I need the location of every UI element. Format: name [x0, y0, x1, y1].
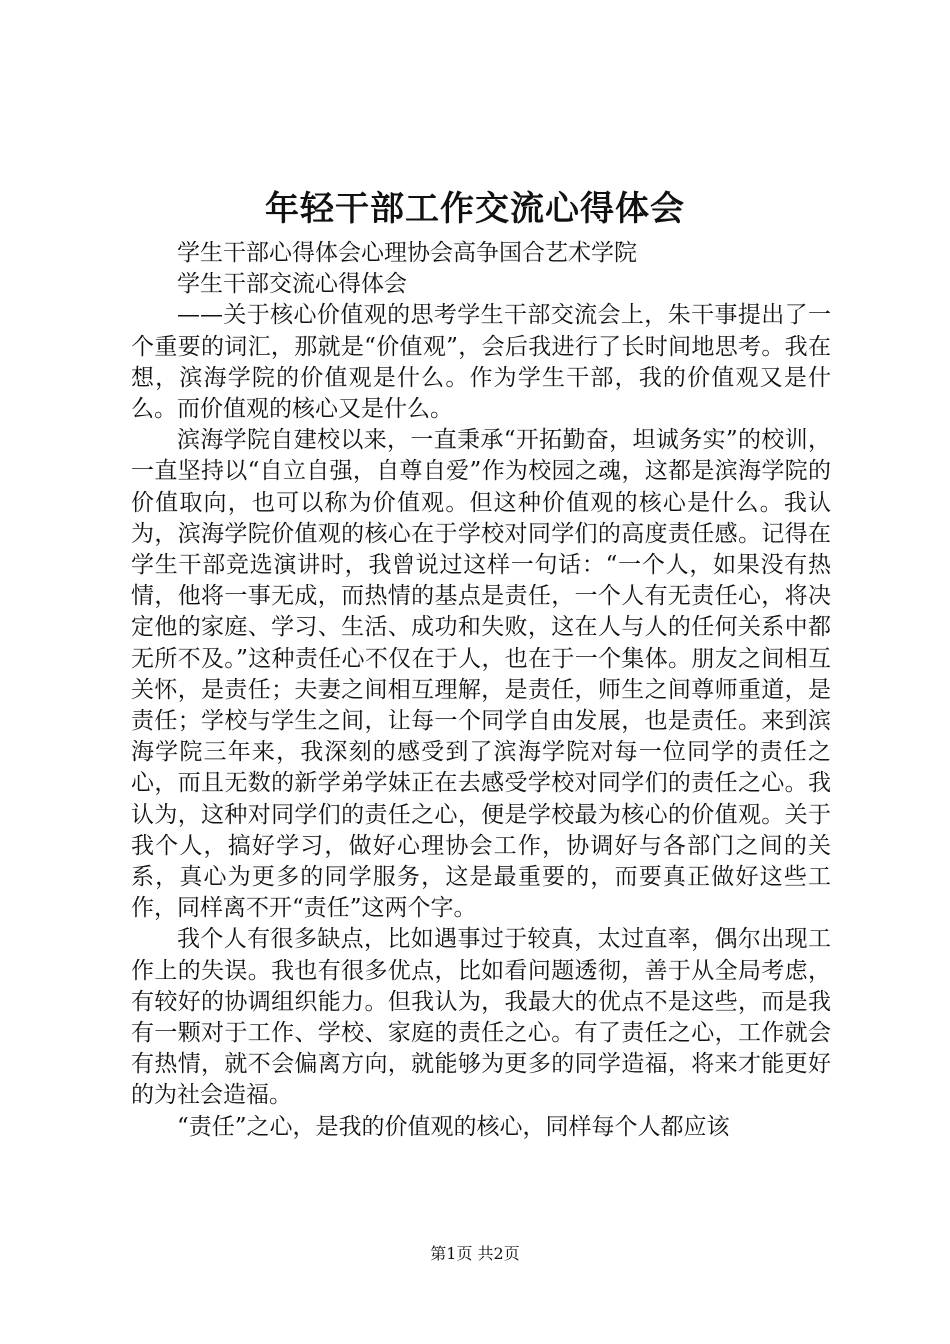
document-title: 年轻干部工作交流心得体会	[265, 189, 685, 229]
paragraph: 我个人有很多缺点，比如遇事过于较真，太过直率，偶尔出现工作上的失误。我也有很多优点，比如看问题透彻，善于从全局考虑，有较好的协调组织能力。但我认为，我最大的优点不是这些，而是我有一颗对于工作、学校、家庭的责任之心。有了责任之心，工作就会有热情，就不会偏离方向，就能够为更多的同学造福，将来才能更好的为社会造福。	[131, 926, 831, 1109]
paragraph: 学生干部心得体会心理协会高争国合艺术学院	[177, 240, 637, 266]
paragraph: “责任”之心，是我的价值观的核心，同样每个人都应该	[177, 1113, 730, 1140]
page-number-footer: 第1页 共2页	[430, 1244, 520, 1263]
document-body	[131, 238, 831, 1143]
paragraph: ——关于核心价值观的思考学生干部交流会上，朱干事提出了一个重要的词汇，那就是“价值观”，会后我进行了长时间地思考。我在想，滨海学院的价值观是什么。作为学生干部，我的价值观又是什么。而价值观的核心又是什么。	[131, 302, 831, 423]
paragraph: 学生干部交流心得体会	[177, 271, 407, 298]
paragraph: 滨海学院自建校以来，一直秉承“开拓勤奋，坦诚务实”的校训，一直坚持以“自立自强，自尊自爱”作为校园之魂，这都是滨海学院的价值取向，也可以称为价值观。但这种价值观的核心是什么。我认为，滨海学院价值观的核心在于学校对同学们的高度责任感。记得在学生干部竞选演讲时，我曾说过这样一句话：“一个人，如果没有热情，他将一事无成，而热情的基点是责任，一个人有无责任心，将决定他的家庭、学习、生活、成功和失败，这在人与人的任何关系中都无所不及。”这种责任心不仅在于人，也在于一个集体。朋友之间相互关怀，是责任；夫妻之间相互理解，是责任，师生之间尊师重道，是责任；学校与学生之间，让每一个同学自由发展，也是责任。来到滨海学院三年来，我深刻的感受到了滨海学院对每一位同学的责任之心，而且无数的新学弟学妹正在去感受学校对同学们的责任之心。我认为，这种对同学们的责任之心，便是学校最为核心的价值观。关于我个人，搞好学习，做好心理协会工作，协调好与各部门之间的关系，真心为更多的同学服务，这是最重要的，而要真正做好这些工作，同样离不开“责任”这两个字。	[131, 427, 831, 922]
